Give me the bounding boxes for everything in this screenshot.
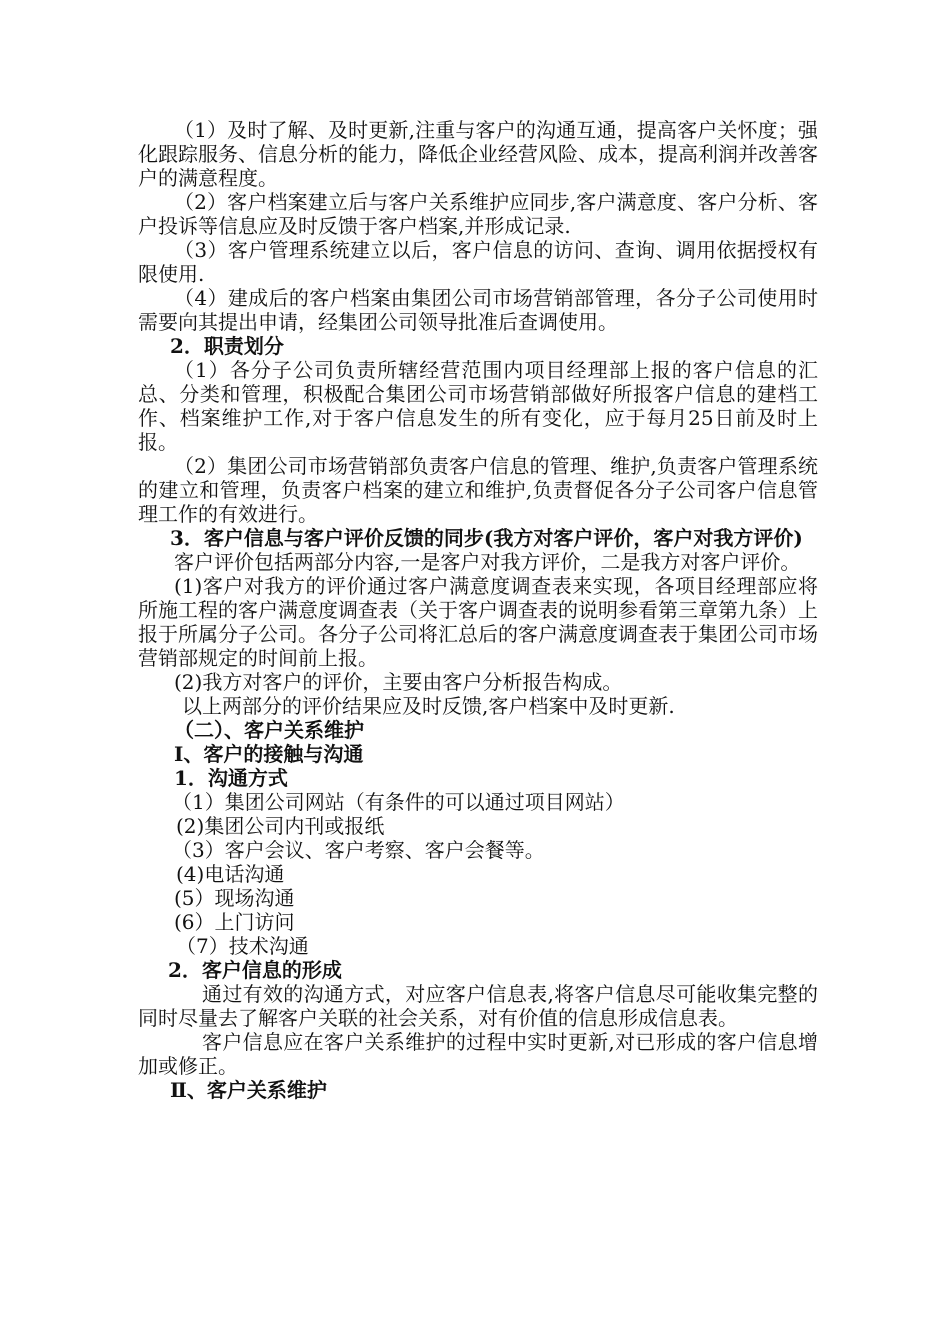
paragraph-4: （4）建成后的客户档案由集团公司市场营销部管理，各分子公司使用时需要向其提出申请，经集团公司领导批准后查调使用。: [138, 286, 818, 334]
paragraph-12: 客户信息应在客户关系维护的过程中实时更新,对已形成的客户信息增加或修正。: [138, 1030, 818, 1078]
heading-relationship-maintenance: （二）、客户关系维护: [174, 718, 364, 742]
paragraph-10: 以上两部分的评价结果应及时反馈,客户档案中及时更新.: [182, 694, 675, 718]
heading-relationship-maintenance-2: Ⅱ、客户关系维护: [170, 1078, 327, 1102]
paragraph-11: 通过有效的沟通方式，对应客户信息表,将客户信息尽可能收集完整的同时尽量去了解客户关联的社会关系，对有价值的信息形成信息表。: [138, 982, 818, 1030]
paragraph-2: （2）客户档案建立后与客户关系维护应同步,客户满意度、客户分析、客户投诉等信息应及时反馈于客户档案,并形成记录.: [138, 190, 818, 238]
heading-duty-division: 2．职责划分: [170, 334, 284, 358]
paragraph-1: （1）及时了解、及时更新,注重与客户的沟通互通，提高客户关怀度；强化跟踪服务、信息分析的能力，降低企业经营风险、成本，提高利润并改善客户的满意程度。: [138, 118, 818, 190]
heading-communication-methods: 1．沟通方式: [174, 766, 288, 790]
list-item-3: （3）客户会议、客户考察、客户会餐等。: [172, 838, 545, 862]
document-page: [138, 118, 818, 1102]
list-item-1: （1）集团公司网站（有条件的可以通过项目网站）: [172, 790, 625, 814]
paragraph-5: （1）各分子公司负责所辖经营范围内项目经理部上报的客户信息的汇总、分类和管理，积极配合集团公司市场营销部做好所报客户信息的建档工作、档案维护工作,对于客户信息发生的所有变化，应于每月25日前及时上报。: [138, 358, 818, 454]
paragraph-3: （3）客户管理系统建立以后，客户信息的访问、查询、调用依据授权有限使用.: [138, 238, 818, 286]
heading-evaluation-sync: 3．客户信息与客户评价反馈的同步(我方对客户评价，客户对我方评价): [170, 526, 803, 550]
heading-info-formation: 2．客户信息的形成: [168, 958, 342, 982]
paragraph-6: （2）集团公司市场营销部负责客户信息的管理、维护,负责客户管理系统的建立和管理，负责客户档案的建立和维护,负责督促各分子公司客户信息管理工作的有效进行。: [138, 454, 818, 526]
paragraph-7: 客户评价包括两部分内容,一是客户对我方评价，二是我方对客户评价。: [174, 550, 801, 574]
list-item-2: (2)集团公司内刊或报纸: [176, 814, 385, 838]
list-item-5: (5）现场沟通: [174, 886, 295, 910]
heading-contact-communication: Ⅰ、客户的接触与沟通: [174, 742, 364, 766]
list-item-4: (4)电话沟通: [176, 862, 285, 886]
list-item-7: （7）技术沟通: [176, 934, 309, 958]
paragraph-9: (2)我方对客户的评价，主要由客户分析报告构成。: [174, 670, 623, 694]
paragraph-8: (1)客户对我方的评价通过客户满意度调查表来实现，各项目经理部应将所施工程的客户满意度调查表（关于客户调查表的说明参看第三章第九条）上报于所属分子公司。各分子公司将汇总后的客户满意度调查表于集团公司市场营销部规定的时间前上报。: [138, 574, 818, 670]
list-item-6: (6）上门访问: [174, 910, 295, 934]
